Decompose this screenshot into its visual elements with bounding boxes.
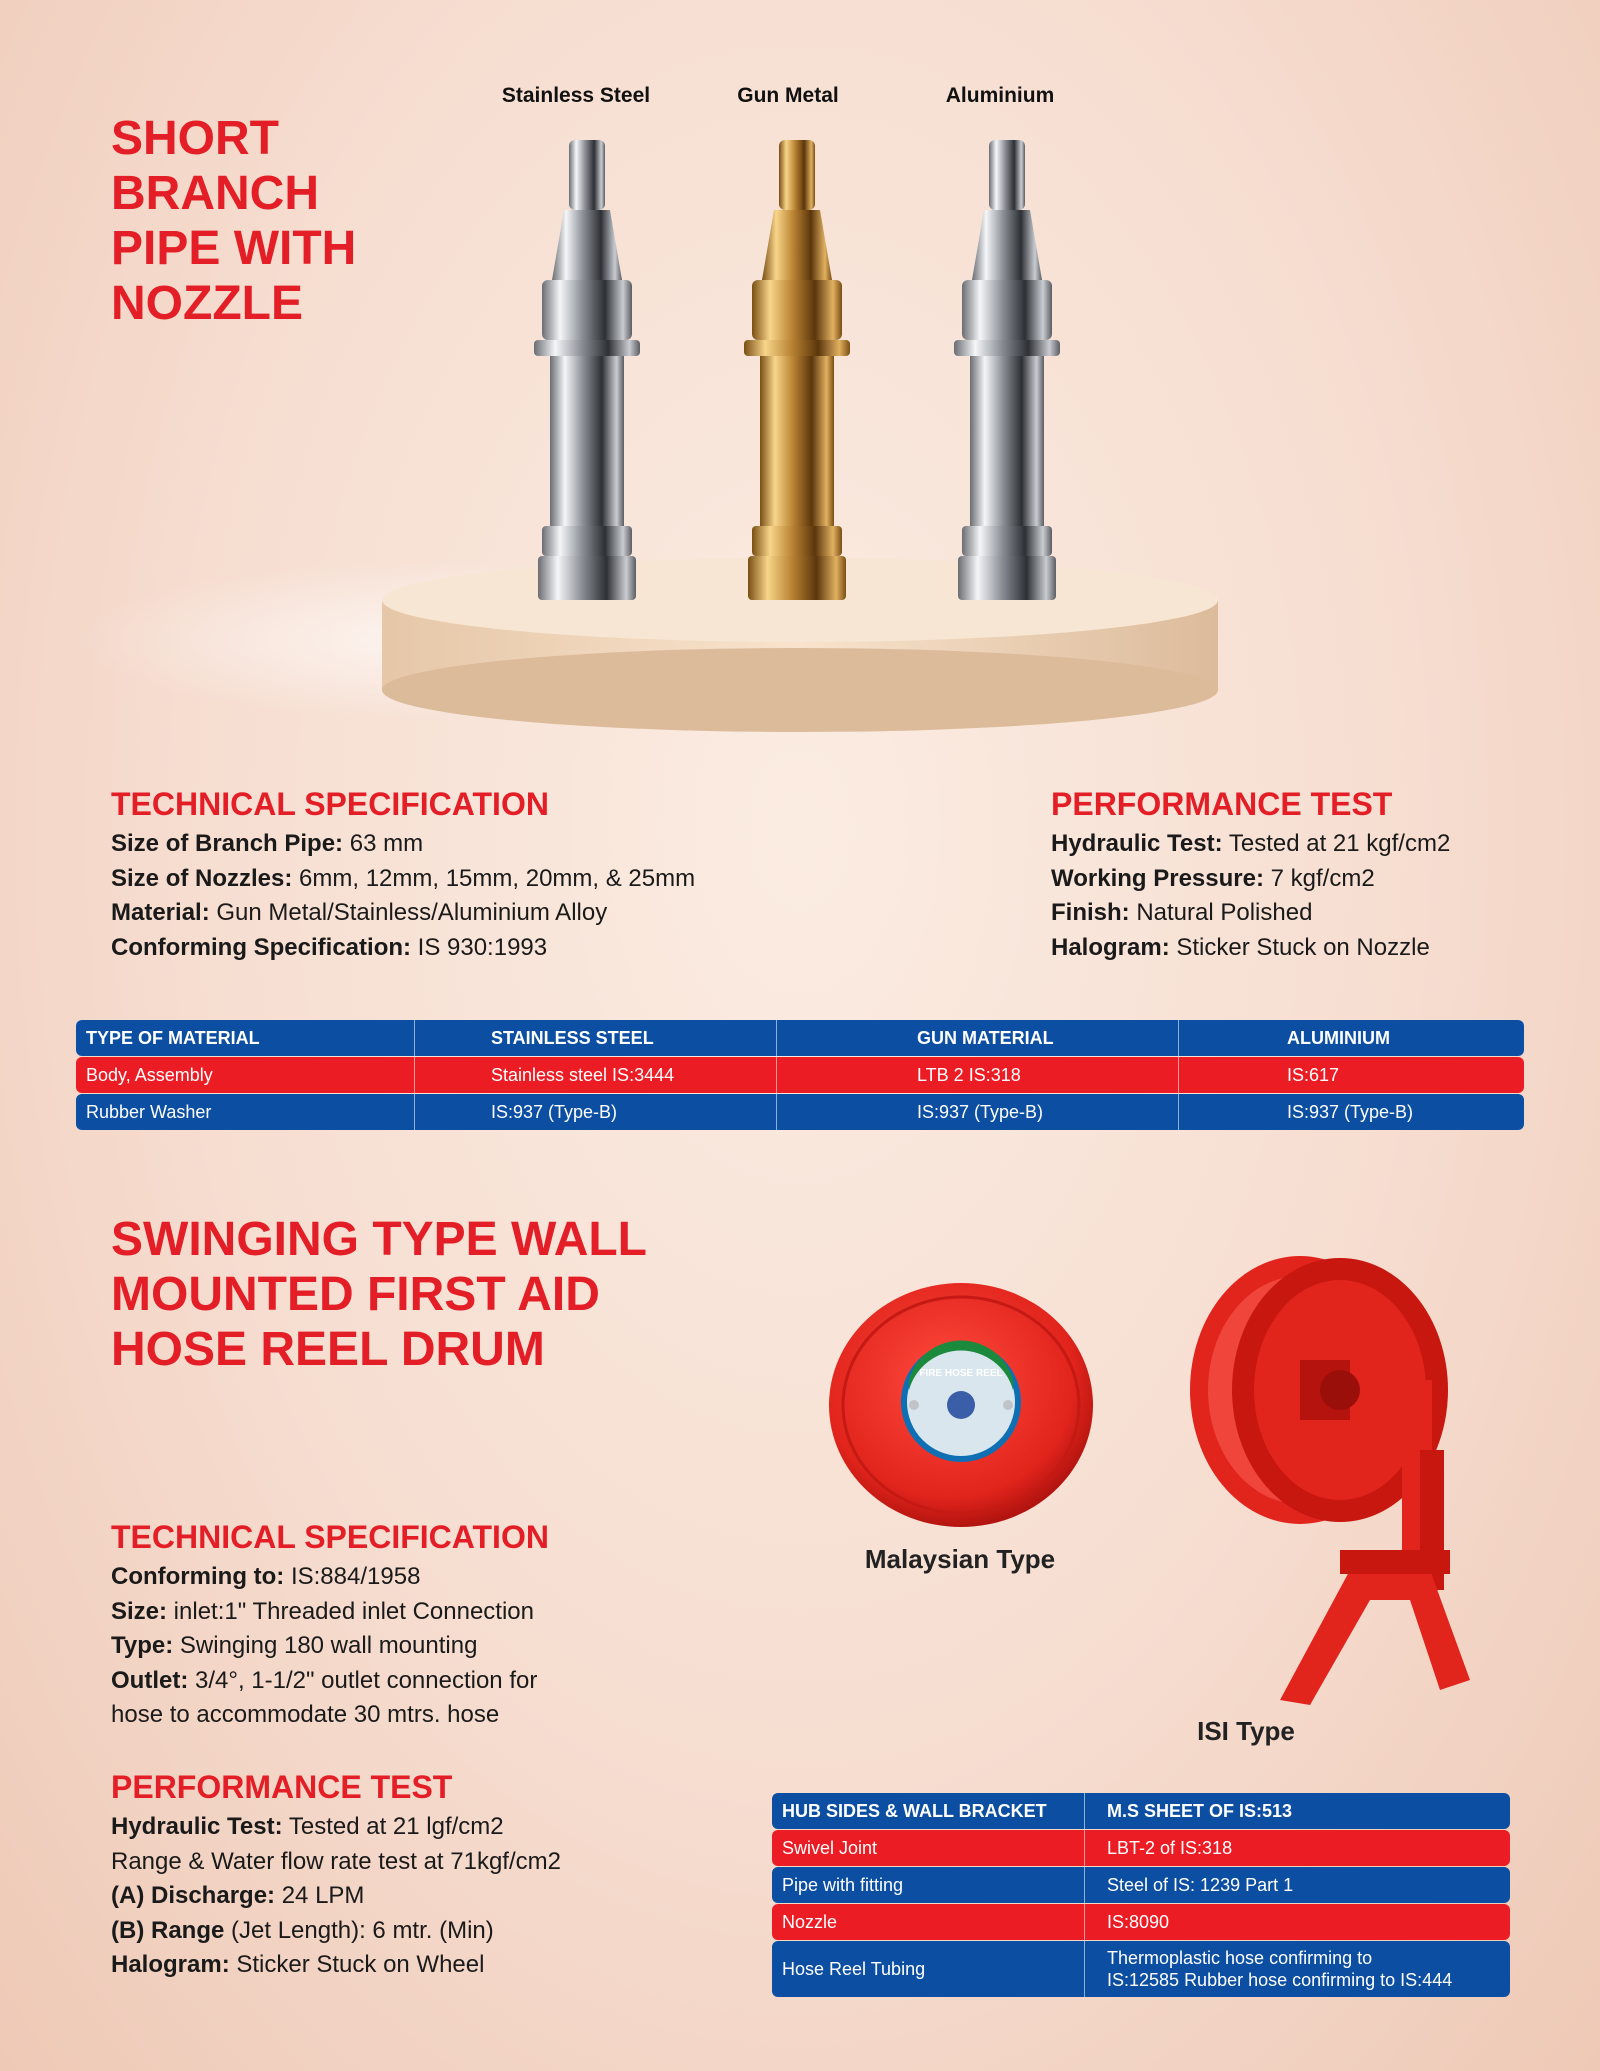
isi-type-label: ISI Type: [1197, 1716, 1295, 1746]
table-row: [76, 1094, 1524, 1130]
table-row: [772, 1867, 1510, 1903]
nozzle-stainless: [534, 140, 640, 600]
spec-item-continuation: hose to accommodate 30 mtrs. hose: [111, 1701, 500, 1728]
spec-item: Outlet: 3/4°, 1-1/2" outlet connection for: [111, 1666, 538, 1694]
section1-performance-test: [1051, 785, 1531, 965]
table-cell: Hose Reel Tubing: [782, 1958, 926, 1979]
spec-item: Conforming Specification: IS 930:1993: [111, 933, 548, 961]
malaysian-hose-reel-image: [826, 1280, 1096, 1530]
spec-item: Size: inlet:1" Threaded inlet Connection: [111, 1597, 534, 1625]
performance-heading: PERFORMANCE TEST: [111, 1769, 453, 1805]
hose-reel-table: [772, 1793, 1510, 1998]
table-header-cell: TYPE OF MATERIAL: [86, 1027, 260, 1048]
table-header-cell: GUN MATERIAL: [776, 1020, 1178, 1056]
nozzle-product-illustration: [80, 130, 1240, 750]
spec-item: Type: Swinging 180 wall mounting: [111, 1632, 478, 1659]
nozzle-aluminium: [954, 140, 1060, 600]
table-cell: Rubber Washer: [86, 1101, 212, 1122]
title-line: HOSE REEL DRUM: [111, 1323, 545, 1376]
table-header-row: [772, 1793, 1510, 1829]
perf-item: Halogram: Sticker Stuck on Nozzle: [1051, 933, 1430, 961]
perf-item: Working Pressure: 7 kgf/cm2: [1051, 864, 1375, 892]
table-cell: Nozzle: [782, 1911, 838, 1932]
table-cell: [1084, 1941, 1510, 1997]
table-row: [772, 1904, 1510, 1940]
perf-item: Hydraulic Test: Tested at 21 lgf/cm2: [111, 1813, 504, 1840]
table-cell: IS:8090: [1084, 1904, 1510, 1940]
tech-spec-heading: TECHNICAL SPECIFICATION: [111, 786, 549, 822]
performance-heading: PERFORMANCE TEST: [1051, 786, 1393, 822]
tech-spec-heading: TECHNICAL SPECIFICATION: [111, 1519, 549, 1555]
table-row: [76, 1057, 1524, 1093]
perf-item: Finish: Natural Polished: [1051, 899, 1313, 926]
perf-item: Range & Water flow rate test at 71kgf/cm2: [111, 1847, 561, 1875]
reel-badge-text: FIRE HOSE REEL: [919, 1368, 1003, 1379]
nozzle-gunmetal: [744, 140, 850, 600]
section2-tech-spec: [111, 1518, 731, 1733]
table-cell: Steel of IS: 1239 Part 1: [1084, 1867, 1510, 1903]
title-line: MOUNTED FIRST AID: [111, 1268, 600, 1321]
perf-item: (B) Range (Jet Length): 6 mtr. (Min): [111, 1916, 494, 1944]
table-cell: Stainless steel IS:3444: [414, 1057, 776, 1093]
table-cell: IS:617: [1178, 1057, 1524, 1093]
spec-item: Size of Nozzles: 6mm, 12mm, 15mm, 20mm, & 25mm: [111, 864, 696, 892]
title-line: SWINGING TYPE WALL: [111, 1213, 647, 1266]
table-header-row: [76, 1020, 1524, 1056]
title-line: BRANCH: [111, 167, 319, 220]
table-cell: Pipe with fitting: [782, 1874, 904, 1895]
table-cell: LBT-2 of IS:318: [1084, 1830, 1510, 1866]
table-cell: Body, Assembly: [86, 1064, 213, 1085]
table-header-cell: ALUMINIUM: [1178, 1020, 1524, 1056]
table-header-cell: STAINLESS STEEL: [414, 1020, 776, 1056]
title-line: SHORT: [111, 112, 279, 165]
section2-performance-test: [111, 1768, 731, 1983]
section1-tech-spec: [111, 785, 811, 965]
perf-item: Halogram: Sticker Stuck on Wheel: [111, 1951, 485, 1978]
material-label-gunmetal: Gun Metal: [737, 84, 839, 107]
perf-item: Hydraulic Test: Tested at 21 kgf/cm2: [1051, 830, 1451, 857]
table-cell-line: IS:12585 Rubber hose confirming to IS:444: [1107, 1970, 1453, 1990]
table-header-cell: M.S SHEET OF IS:513: [1084, 1793, 1510, 1829]
table-cell-line: Thermoplastic hose confirming to: [1107, 1948, 1373, 1968]
table-cell: IS:937 (Type-B): [1178, 1094, 1524, 1130]
spec-item: Size of Branch Pipe: 63 mm: [111, 830, 424, 857]
material-label-aluminium: Aluminium: [945, 84, 1055, 107]
material-table: [76, 1020, 1524, 1131]
table-cell: LTB 2 IS:318: [776, 1057, 1178, 1093]
perf-item: (A) Discharge: 24 LPM: [111, 1882, 365, 1909]
table-header-cell: HUB SIDES & WALL BRACKET: [782, 1800, 1047, 1821]
table-row: [772, 1941, 1510, 1997]
spec-item: Conforming to: IS:884/1958: [111, 1563, 421, 1590]
table-row: [772, 1830, 1510, 1866]
table-cell: IS:937 (Type-B): [414, 1094, 776, 1130]
title-line: NOZZLE: [111, 277, 303, 330]
malaysian-type-label: Malaysian Type: [864, 1544, 1056, 1574]
spec-item: Material: Gun Metal/Stainless/Aluminium Alloy: [111, 899, 608, 926]
title-line: PIPE WITH: [111, 222, 357, 275]
material-label-stainless: Stainless Steel: [501, 84, 651, 107]
table-cell: Swivel Joint: [782, 1837, 878, 1858]
isi-hose-reel-image: [1180, 1250, 1500, 1710]
table-cell: IS:937 (Type-B): [776, 1094, 1178, 1130]
section2-title: [111, 1212, 647, 1377]
